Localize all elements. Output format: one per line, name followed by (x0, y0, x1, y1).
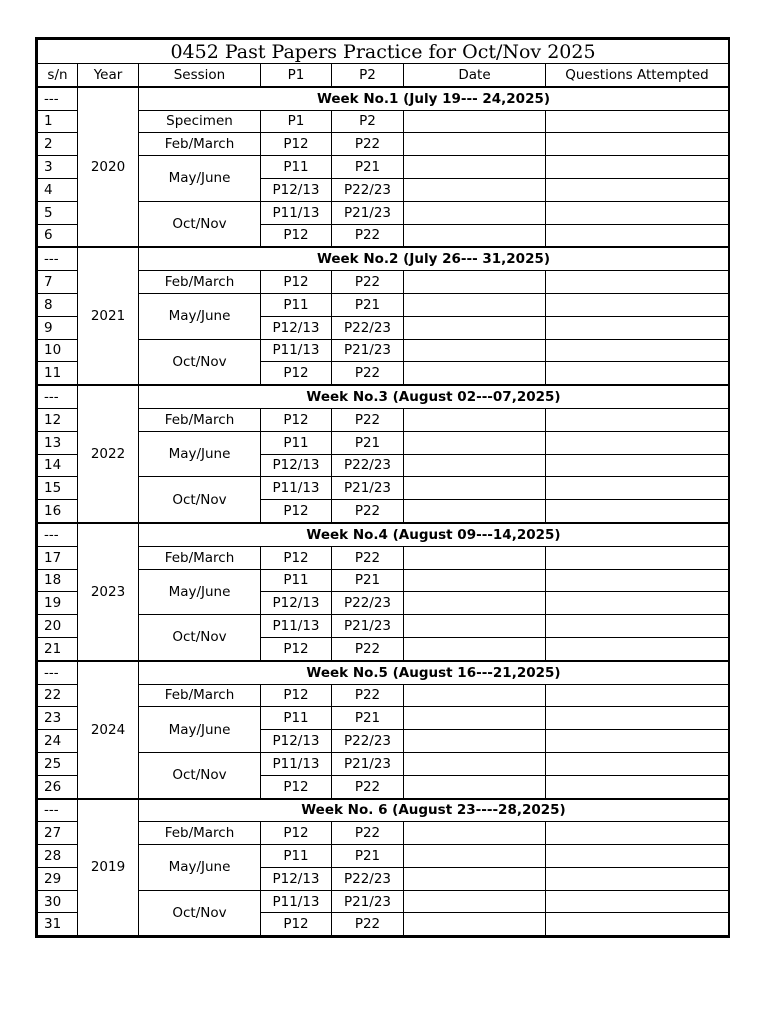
questions-attempted-cell[interactable] (546, 615, 729, 638)
week-sn: --- (38, 247, 78, 270)
session-cell: Feb/March (139, 133, 261, 156)
p2-cell: P22 (332, 133, 404, 156)
row-sn: 23 (38, 707, 78, 730)
questions-attempted-cell[interactable] (546, 592, 729, 615)
date-cell[interactable] (404, 707, 546, 730)
session-cell: May/June (139, 707, 261, 753)
week-sn: --- (38, 799, 78, 822)
date-cell[interactable] (404, 133, 546, 156)
date-cell[interactable] (404, 178, 546, 201)
header-sn: s/n (38, 64, 78, 87)
p1-cell: P11 (261, 845, 332, 868)
p2-cell: P22/23 (332, 867, 404, 890)
week-header-row (38, 799, 729, 822)
header-year: Year (78, 64, 139, 87)
date-cell[interactable] (404, 339, 546, 362)
p1-cell: P12/13 (261, 316, 332, 339)
row-sn: 21 (38, 637, 78, 660)
p1-cell: P12 (261, 133, 332, 156)
p1-cell: P11/13 (261, 201, 332, 224)
row-sn: 16 (38, 500, 78, 523)
row-sn: 20 (38, 615, 78, 638)
session-cell: May/June (139, 569, 261, 615)
table-row (38, 271, 729, 294)
questions-attempted-cell[interactable] (546, 845, 729, 868)
date-cell[interactable] (404, 431, 546, 454)
p2-cell: P21 (332, 156, 404, 179)
p2-cell: P21/23 (332, 752, 404, 775)
questions-attempted-cell[interactable] (546, 707, 729, 730)
session-cell: Oct/Nov (139, 477, 261, 523)
session-cell: Oct/Nov (139, 890, 261, 936)
year-cell: 2024 (78, 661, 139, 799)
table-row (38, 615, 729, 638)
row-sn: 8 (38, 293, 78, 316)
row-sn: 28 (38, 845, 78, 868)
week-header-row (38, 661, 729, 684)
session-cell: Oct/Nov (139, 201, 261, 247)
table-row (38, 845, 729, 868)
row-sn: 6 (38, 224, 78, 247)
week-label: Week No. 6 (August 23----28,2025) (139, 799, 729, 822)
p1-cell: P12 (261, 684, 332, 707)
table-row (38, 293, 729, 316)
date-cell[interactable] (404, 454, 546, 477)
table-row (38, 133, 729, 156)
p1-cell: P12 (261, 224, 332, 247)
row-sn: 29 (38, 867, 78, 890)
date-cell[interactable] (404, 408, 546, 431)
table-row (38, 822, 729, 845)
p2-cell: P21 (332, 293, 404, 316)
p2-cell: P2 (332, 110, 404, 133)
p1-cell: P12 (261, 362, 332, 385)
row-sn: 27 (38, 822, 78, 845)
p1-cell: P11 (261, 293, 332, 316)
questions-attempted-cell[interactable] (546, 431, 729, 454)
week-label: Week No.3 (August 02---07,2025) (139, 385, 729, 408)
week-sn: --- (38, 385, 78, 408)
p1-cell: P11/13 (261, 615, 332, 638)
questions-attempted-cell[interactable] (546, 730, 729, 753)
p2-cell: P22 (332, 271, 404, 294)
p2-cell: P22 (332, 913, 404, 936)
questions-attempted-cell[interactable] (546, 271, 729, 294)
session-cell: Oct/Nov (139, 615, 261, 661)
year-cell: 2021 (78, 247, 139, 385)
date-cell[interactable] (404, 156, 546, 179)
table-row (38, 890, 729, 913)
questions-attempted-cell[interactable] (546, 890, 729, 913)
table-row (38, 477, 729, 500)
questions-attempted-cell[interactable] (546, 362, 729, 385)
date-cell[interactable] (404, 867, 546, 890)
row-sn: 26 (38, 775, 78, 798)
p2-cell: P21/23 (332, 890, 404, 913)
table-row (38, 684, 729, 707)
row-sn: 7 (38, 271, 78, 294)
row-sn: 30 (38, 890, 78, 913)
header-p2: P2 (332, 64, 404, 87)
table-row (38, 110, 729, 133)
session-cell: May/June (139, 431, 261, 477)
p2-cell: P21/23 (332, 477, 404, 500)
table-row (38, 707, 729, 730)
p1-cell: P11 (261, 431, 332, 454)
p1-cell: P12 (261, 408, 332, 431)
row-sn: 13 (38, 431, 78, 454)
p2-cell: P22 (332, 362, 404, 385)
row-sn: 2 (38, 133, 78, 156)
p2-cell: P21/23 (332, 339, 404, 362)
questions-attempted-cell[interactable] (546, 339, 729, 362)
questions-attempted-cell[interactable] (546, 316, 729, 339)
week-label: Week No.4 (August 09---14,2025) (139, 523, 729, 546)
p1-cell: P12 (261, 913, 332, 936)
date-cell[interactable] (404, 822, 546, 845)
p1-cell: P12/13 (261, 867, 332, 890)
row-sn: 1 (38, 110, 78, 133)
date-cell[interactable] (404, 775, 546, 798)
table-row (38, 546, 729, 569)
row-sn: 5 (38, 201, 78, 224)
row-sn: 24 (38, 730, 78, 753)
questions-attempted-cell[interactable] (546, 913, 729, 936)
p1-cell: P12 (261, 637, 332, 660)
p1-cell: P12 (261, 546, 332, 569)
questions-attempted-cell[interactable] (546, 133, 729, 156)
p2-cell: P22 (332, 684, 404, 707)
questions-attempted-cell[interactable] (546, 546, 729, 569)
header-row (38, 64, 729, 87)
practice-table (37, 39, 729, 936)
table-row (38, 408, 729, 431)
p2-cell: P21 (332, 845, 404, 868)
row-sn: 31 (38, 913, 78, 936)
session-cell: Oct/Nov (139, 339, 261, 385)
p2-cell: P22/23 (332, 730, 404, 753)
p2-cell: P22 (332, 775, 404, 798)
date-cell[interactable] (404, 362, 546, 385)
p2-cell: P22/23 (332, 454, 404, 477)
week-header-row (38, 385, 729, 408)
p1-cell: P12/13 (261, 730, 332, 753)
session-cell: Oct/Nov (139, 752, 261, 798)
session-cell: May/June (139, 156, 261, 202)
p2-cell: P22 (332, 500, 404, 523)
session-cell: Feb/March (139, 271, 261, 294)
questions-attempted-cell[interactable] (546, 684, 729, 707)
week-label: Week No.2 (July 26--- 31,2025) (139, 247, 729, 270)
questions-attempted-cell[interactable] (546, 867, 729, 890)
header-p1: P1 (261, 64, 332, 87)
date-cell[interactable] (404, 730, 546, 753)
questions-attempted-cell[interactable] (546, 156, 729, 179)
p1-cell: P11 (261, 156, 332, 179)
session-cell: May/June (139, 293, 261, 339)
questions-attempted-cell[interactable] (546, 775, 729, 798)
table-row (38, 339, 729, 362)
week-header-row (38, 247, 729, 270)
session-cell: Feb/March (139, 408, 261, 431)
p2-cell: P22 (332, 822, 404, 845)
questions-attempted-cell[interactable] (546, 822, 729, 845)
date-cell[interactable] (404, 684, 546, 707)
week-sn: --- (38, 523, 78, 546)
table-row (38, 752, 729, 775)
week-label: Week No.5 (August 16---21,2025) (139, 661, 729, 684)
questions-attempted-cell[interactable] (546, 178, 729, 201)
table-row (38, 201, 729, 224)
questions-attempted-cell[interactable] (546, 408, 729, 431)
row-sn: 10 (38, 339, 78, 362)
session-cell: Feb/March (139, 546, 261, 569)
row-sn: 12 (38, 408, 78, 431)
p1-cell: P11/13 (261, 890, 332, 913)
row-sn: 14 (38, 454, 78, 477)
questions-attempted-cell[interactable] (546, 569, 729, 592)
page-title: 0452 Past Papers Practice for Oct/Nov 2025 (38, 40, 729, 64)
p1-cell: P12 (261, 500, 332, 523)
row-sn: 3 (38, 156, 78, 179)
date-cell[interactable] (404, 110, 546, 133)
p2-cell: P22 (332, 408, 404, 431)
date-cell[interactable] (404, 271, 546, 294)
date-cell[interactable] (404, 752, 546, 775)
date-cell[interactable] (404, 569, 546, 592)
questions-attempted-cell[interactable] (546, 110, 729, 133)
p2-cell: P21/23 (332, 201, 404, 224)
p1-cell: P12 (261, 271, 332, 294)
header-session: Session (139, 64, 261, 87)
date-cell[interactable] (404, 890, 546, 913)
year-cell: 2023 (78, 523, 139, 661)
p1-cell: P12/13 (261, 454, 332, 477)
date-cell[interactable] (404, 546, 546, 569)
date-cell[interactable] (404, 293, 546, 316)
week-sn: --- (38, 661, 78, 684)
questions-attempted-cell[interactable] (546, 454, 729, 477)
p2-cell: P21 (332, 569, 404, 592)
row-sn: 22 (38, 684, 78, 707)
row-sn: 18 (38, 569, 78, 592)
questions-attempted-cell[interactable] (546, 637, 729, 660)
p1-cell: P11/13 (261, 752, 332, 775)
p1-cell: P11/13 (261, 477, 332, 500)
week-header-row (38, 87, 729, 110)
questions-attempted-cell[interactable] (546, 752, 729, 775)
row-sn: 9 (38, 316, 78, 339)
date-cell[interactable] (404, 477, 546, 500)
session-cell: May/June (139, 845, 261, 891)
p1-cell: P12 (261, 822, 332, 845)
year-cell: 2019 (78, 799, 139, 936)
date-cell[interactable] (404, 224, 546, 247)
row-sn: 17 (38, 546, 78, 569)
table-row (38, 156, 729, 179)
p2-cell: P22/23 (332, 316, 404, 339)
p1-cell: P1 (261, 110, 332, 133)
week-label: Week No.1 (July 19--- 24,2025) (139, 87, 729, 110)
practice-schedule-sheet (35, 37, 730, 938)
date-cell[interactable] (404, 316, 546, 339)
table-row (38, 569, 729, 592)
table-row (38, 431, 729, 454)
date-cell[interactable] (404, 592, 546, 615)
row-sn: 25 (38, 752, 78, 775)
p1-cell: P11 (261, 569, 332, 592)
date-cell[interactable] (404, 637, 546, 660)
row-sn: 19 (38, 592, 78, 615)
p1-cell: P12 (261, 775, 332, 798)
questions-attempted-cell[interactable] (546, 293, 729, 316)
p2-cell: P22 (332, 637, 404, 660)
year-cell: 2022 (78, 385, 139, 523)
session-cell: Feb/March (139, 822, 261, 845)
p1-cell: P11 (261, 707, 332, 730)
week-sn: --- (38, 87, 78, 110)
header-date: Date (404, 64, 546, 87)
date-cell[interactable] (404, 845, 546, 868)
date-cell[interactable] (404, 615, 546, 638)
p1-cell: P12/13 (261, 592, 332, 615)
row-sn: 15 (38, 477, 78, 500)
p2-cell: P22 (332, 546, 404, 569)
p2-cell: P21 (332, 431, 404, 454)
p2-cell: P22/23 (332, 178, 404, 201)
questions-attempted-cell[interactable] (546, 224, 729, 247)
year-cell: 2020 (78, 87, 139, 248)
questions-attempted-cell[interactable] (546, 500, 729, 523)
p1-cell: P11/13 (261, 339, 332, 362)
p2-cell: P21 (332, 707, 404, 730)
p2-cell: P22 (332, 224, 404, 247)
p2-cell: P21/23 (332, 615, 404, 638)
week-header-row (38, 523, 729, 546)
p2-cell: P22/23 (332, 592, 404, 615)
p1-cell: P12/13 (261, 178, 332, 201)
session-cell: Specimen (139, 110, 261, 133)
date-cell[interactable] (404, 201, 546, 224)
row-sn: 4 (38, 178, 78, 201)
row-sn: 11 (38, 362, 78, 385)
date-cell[interactable] (404, 913, 546, 936)
session-cell: Feb/March (139, 684, 261, 707)
date-cell[interactable] (404, 500, 546, 523)
questions-attempted-cell[interactable] (546, 201, 729, 224)
questions-attempted-cell[interactable] (546, 477, 729, 500)
header-questions-attempted: Questions Attempted (546, 64, 729, 87)
